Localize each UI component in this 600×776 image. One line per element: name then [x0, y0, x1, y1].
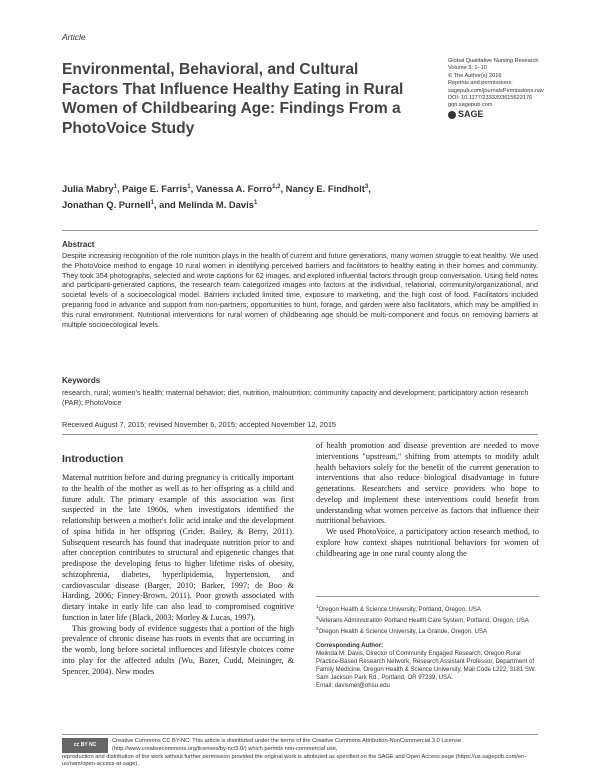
journal-copyright: © The Author(s) 2016: [448, 72, 502, 79]
abstract-text: Despite increasing recognition of the role nutrition plays in the health of current and future generations, many women struggle to eat healthy. We used the PhotoVoice method to engage 10 rural women in identifying perceived barriers and facilitators to healthy eating in their homes and community. They took 354 photographs, selected and wrote captions for 62 images, and explored influential factors through group conversation. Using field notes and participant-generated captions, the research team categorized images into factors at the individual, relational, community/organizational, and societal levels of a socioecological model. Barriers included limited time, exposure to marketing, and the high cost of food. Facilitators included preparing food in advance and support from non-partners; opportunities to hunt, forage, and garden were also facilitators, which may be amplified in this rural environment. Nutritional interventions for rural women of childbearing age should be multi-component and focus on removing barriers at multiple socioecological levels.: [62, 251, 538, 329]
author-name: Melinda M. Davis: [178, 199, 254, 211]
author-name: Paige E. Farris: [122, 183, 188, 195]
journal-name: Global Qualitative Nursing Research: [448, 58, 539, 64]
corresponding-author-details: Melinda M. Davis, Director of Community Engaged Research, Oregon Rural Practice-Based Research Network, Research Assistant Professor, Department of Family Medicine, Oregon Health & Science University, Mail Code L222, 3181 SW. Sam Jackson Park Rd., Portland, OR 97239, USA.: [316, 650, 537, 682]
footnote-divider: [316, 596, 539, 597]
affiliation: $^3$Oregon Health & Science University, La Grande, Oregon, USA: [316, 626, 488, 636]
affiliation: $^2$Veterans Administration Portland Health Care System, Portland, Oregon, USA: [316, 615, 529, 625]
journal-website[interactable]: gqn.sagepub.com: [448, 102, 493, 109]
left-column-text: [62, 473, 294, 677]
author-name: Jonathan Q. Purnell: [62, 199, 151, 211]
corresponding-author-email[interactable]: Email: davismel@ohsu.edu: [316, 682, 390, 690]
keywords-text: research, rural; women's health; maternal behavior; diet, nutrition, malnutrition; community capacity and development; participatory action research (PAR); PhotoVoice: [62, 388, 529, 407]
paragraph: Maternal nutrition before and during pregnancy is critically important to the health of the mother as well as to her offspring as a child and future adult. The primary example of this association was first suspected in the late 1960s, when investigators identified the relationship between a mother's folic acid intake and the development of spina bifida in her offspring (Crider, Bailey, & Berry, 2011). Subsequent research has found that inadequate nutrition prior to and after conception contributes to structural and epigenetic changes that predispose the developing fetus to higher lifetime risks of obesity, schizophrenia, diabetes, hyperlipidemia, hypertension, and cardiovascular disease (Barger, 2010; Barker, 1997; de Boo & Harding, 2006; Finney-Brown, 2011). Poor growth associated with dietary intake in early life can also lead to compromised cognitive function in later life (Black, 2003; Morley & Lucas, 1997).: [62, 473, 294, 622]
sage-logo-text: SAGE: [458, 109, 484, 120]
license-text-continued: reproduction and distribution of the work without further permission provided the original work is attributed as specified on the SAGE and Open Access page (https://us.sagepub.com/en-us/nam/open-access-at-sage).: [62, 753, 527, 768]
paragraph: We used PhotoVoice, a participatory action research method, to explore how context shapes nutritional behaviors for women of childbearing age in one rural county along the: [316, 527, 539, 558]
journal-volume: Volume 3: 1–10: [448, 65, 487, 72]
corresponding-author-heading: Corresponding Author:: [316, 642, 384, 650]
license-divider: [62, 734, 538, 735]
author-name: Nancy E. Findholt: [285, 183, 365, 195]
creative-commons-icon: cc BY NC: [62, 738, 108, 753]
journal-reprints: Reprints and permissions:: [448, 80, 513, 87]
author-list: Julia Mabry$^1$, Paige E. Farris$^1$, Vanessa A. Forro$^{1,2}$, Nancy E. Findholt$^3$, Jonathan Q. Purnell$^1$, and Melinda M. Davis$^1$: [62, 183, 371, 211]
divider: [62, 230, 538, 231]
introduction-heading: Introduction: [62, 453, 124, 465]
author-affiliation-mark: 1: [187, 184, 191, 190]
keywords-heading: Keywords: [62, 376, 101, 385]
license-text: Creative Commons CC BY-NC: This article is distributed under the terms of the Creative Commons Attribution-NonCommercial 3.0 License (http://www.creativecommons.org/licenses/by-nc/3.0/) which permits non-commercial use,: [112, 738, 461, 752]
paper-title: Environmental, Behavioral, and Cultural Factors That Influence Healthy Eating in Rural Women of Childbearing Age: Findings From a PhotoVoice Study: [62, 61, 404, 137]
license-notice: [62, 738, 538, 769]
sage-logo: [448, 111, 583, 119]
article-type-label: Article: [62, 32, 86, 42]
divider: [62, 434, 538, 435]
sage-logo-icon: [448, 111, 456, 119]
author-name: Julia Mabry: [62, 183, 114, 195]
paragraph: This growing body of evidence suggests that a portion of the high prevalence of chronic disease has roots in events that are occurring in the womb, long before societal influences and lifestyle choices come into play for the affected adults (Wu, Bazer, Cudd, Meininger, & Spencer, 2004). New modes: [62, 623, 294, 676]
journal-doi[interactable]: DOI: 10.1177/2333393615622176: [448, 95, 533, 102]
abstract-heading: Abstract: [62, 240, 95, 249]
journal-metadata: [448, 58, 583, 119]
received-dates: Received August 7, 2015; revised November 6, 2015; accepted November 12, 2015: [62, 420, 337, 429]
journal-permissions-link[interactable]: sagepub.com/journalsPermissions.nav: [448, 87, 544, 94]
paragraph: of health promotion and disease prevention are needed to move interventions "upstream," shifting from attempts to modify adult health behaviors solely for the benefit of the current generation to interventions that also reduce biological disadvantage in future generations. Researchers and service providers who hope to develop and implement these interventions could benefit from understanding what women perceive as factors that influence their nutritional behaviors.: [316, 441, 539, 526]
right-column-text: [316, 441, 539, 559]
author-affiliation-mark: 1: [150, 200, 154, 207]
affiliation: $^1$Oregon Health & Science University, Portland, Oregon, USA: [316, 604, 481, 614]
author-affiliation-mark: 1: [113, 184, 117, 190]
author-affiliation-mark: 3: [364, 184, 369, 190]
author-affiliation-mark: 1,2: [272, 184, 281, 190]
author-affiliation-mark: 1: [253, 200, 258, 207]
author-name: Vanessa A. Forro: [195, 183, 273, 195]
footnotes: [316, 603, 539, 690]
